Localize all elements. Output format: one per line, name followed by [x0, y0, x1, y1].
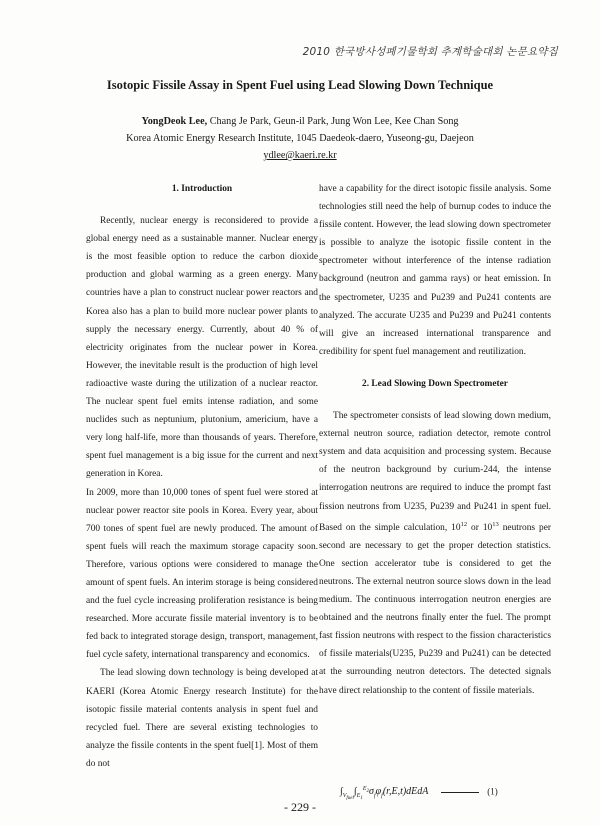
page-number: - 229 - [284, 800, 316, 814]
equation-number: (1) [487, 786, 498, 797]
section-heading-introduction: 1. Introduction [171, 184, 233, 194]
author-block [0, 113, 600, 164]
exponent-13: 13 [492, 520, 499, 528]
equation-expression: $\int_{V_{fuel}}\int_{E_1}^{E_2}\sigma_f\varphi_f(r,E,t)dEdA$ [340, 786, 429, 802]
author-email: ydlee@kaeri.re.kr [263, 150, 337, 161]
left-column [86, 180, 318, 773]
spectrometer-paragraph: The spectrometer consists of lead slowing down medium, external neutron source, radiation detector, remote control system and data acquisition and processing system. Because of the neutron background by curium-244, the intense interrogation neutrons are required to induce the prompt fast fission neutrons from U235, Pu239 and Pu241 in spent fuel. Based on the simple calculation, $10^{12}$ or $10^{13}$ neutrons per second are necessary to get the proper detection statistics. One section accelerator tube is considered to get the neutrons. The external neutron source slows down in the lead medium. The continuous interrogation neutron energies are obtained and the neutrons finally enter the fuel. The prompt fast fission neutrons with respect to the fission characteristics of fissile materials(U235, Pu239 and Pu241) can be detected at the surrounding neutron detectors. The detected signals have direct relationship to the content of fissile materials. [319, 411, 551, 696]
section-heading-spectrometer: 2. Lead Slowing Down Spectrometer [362, 378, 508, 389]
exponent-12: 12 [460, 520, 468, 528]
affiliation: Korea Atomic Energy Research Institute, 1045 Daedeok-daero, Yuseong-gu, Daejeon [126, 133, 474, 144]
conference-header: 2010 한국방사성폐기물학회 추계학술대회 논문요약집 [302, 46, 558, 58]
author-line [0, 113, 600, 130]
equation-leader-line [441, 792, 479, 793]
lead-author: YongDeok Lee, [141, 116, 208, 127]
intro-paragraph-2: In 2009, more than 10,000 tones of spent fuel were stored at nuclear power reactor site pools in Korea. Every year, about 700 tones of spent fuel are newly produced. The amount of spent fuels will reach the maximum storage capacity soon. Therefore, various options were considered to manage the amount of spent fuels. An interim storage is being considered and the fuel cycle increasing proliferation resistance is being researched. More accurate fissile material inventory is to be fed back to integrated storage design, transport, management, fuel cycle safety, international transparency and economics. [86, 487, 318, 661]
right-column [319, 180, 551, 700]
paper-title: Isotopic Fissile Assay in Spent Fuel using Lead Slowing Down Technique [106, 78, 494, 92]
intro-paragraph-1: Recently, nuclear energy is reconsidered to provide a global energy need as a sustainable manner. Nuclear energy is the most feasible option to reduce the carbon dioxide production and global warming as a green energy. Many countries have a plan to construct nuclear power reactors and Korea also has a plan to build more nuclear power plants to supply the necessary energy. Currently, about 40 % of electricity originates from the nuclear power in Korea. However, the inevitable result is the production of high level radioactive waste during the utilization of a nuclear reactor. The nuclear spent fuel emits intense radiation, and some nuclides such as neptunium, plutonium, americium, have a very long half-life, more than thousands of years. Therefore, spent fuel management is a big issue for the current and next generation in Korea. [86, 216, 318, 480]
co-authors: Chang Je Park, Geun-il Park, Jung Won Lee, Kee Chan Song [207, 116, 459, 127]
intro-continuation: have a capability for the direct isotopic fissile analysis. Some technologies still need the help of burnup codes to induce the fissile content. However, the lead slowing down spectrometer is possible to analyze the isotopic fissile content in the spectrometer without interference of the intense radiation background (neutron and gamma rays) or heat emission. In the spectrometer, U235 and Pu239 and Pu241 contents are analyzed. The accurate U235 and Pu239 and Pu241 contents will give an increased international transparence and credibility for spent fuel management and reutilization. [319, 184, 551, 357]
intro-paragraph-3: The lead slowing down technology is being developed at KAERI (Korea Atomic Energy research Institute) for the isotopic fissile material contents analysis in spent fuel and recycled fuel. There are several existing technologies to analyze the fissile contents in the spent fuel[1]. Most of them do not [86, 668, 318, 769]
